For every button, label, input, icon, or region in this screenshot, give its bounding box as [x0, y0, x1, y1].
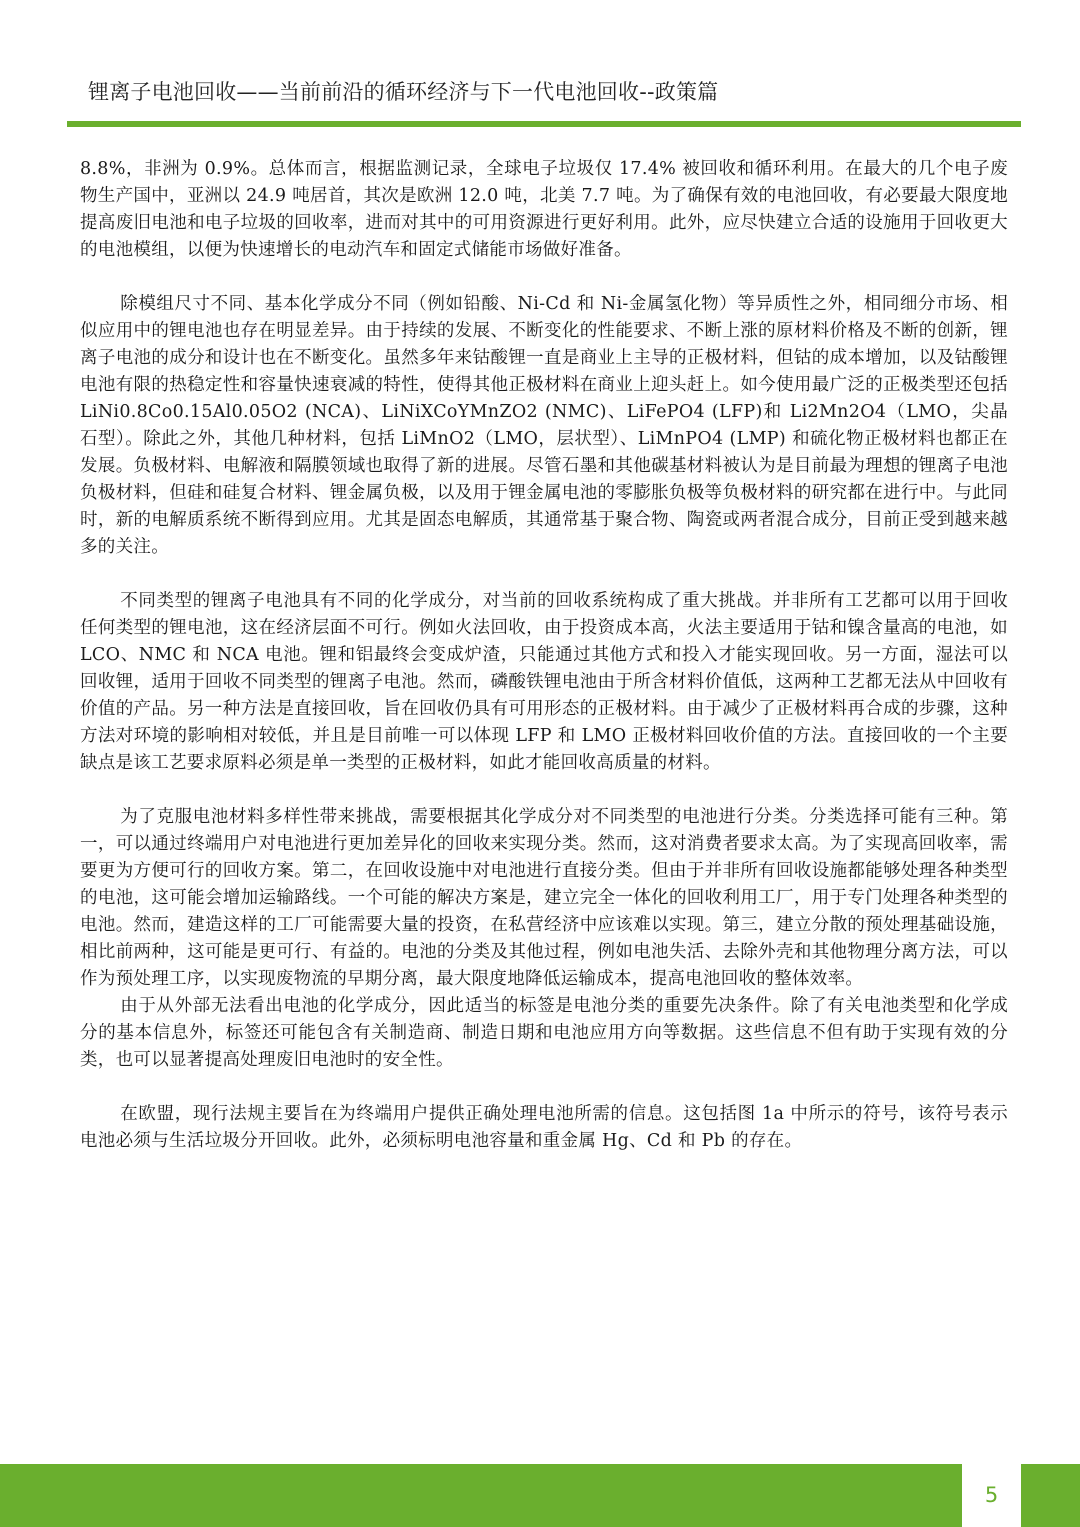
paragraph-labeling: 由于从外部无法看出电池的化学成分，因此适当的标签是电池分类的重要先决条件。除了有关电池类型和化学成分的基本信息外，标签还可能包含有关制造商、制造日期和电池应用方向等数据。这些信息不但有助于实现有效的分类，也可以显著提高处理废旧电池时的安全性。: [80, 996, 1008, 1070]
paragraph-ewaste-stats: 8.8%，非洲为 0.9%。总体而言，根据监测记录，全球电子垃圾仅 17.4% 被回收和循环利用。在最大的几个电子废物生产国中，亚洲以 24.9 吨居首，其次是欧洲 12.0 吨，北美 7.7 吨。为了确保有效的电池回收，有必要最大限度地提高废旧电池和电子垃圾的回收率，进而对其中的可用资源进行更好利用。此外，应尽快建立合适的设施用于回收更大的电池模组，以便为快速增长的电动汽车和固定式储能市场做好准备。: [80, 159, 1008, 260]
paragraph-battery-chemistry: 除模组尺寸不同、基本化学成分不同（例如铅酸、Ni-Cd 和 Ni-金属氢化物）等异质性之外，相同细分市场、相似应用中的锂电池也存在明显差异。由于持续的发展、不断变化的性能要求、不断上涨的原材料价格及不断的创新，锂离子电池的成分和设计也在不断变化。虽然多年来钴酸锂一直是商业上主导的正极材料，但钴的成本增加，以及钴酸锂电池有限的热稳定性和容量快速衰减的特性，使得其他正极材料在商业上迎头赶上。如今使用最广泛的正极类型还包括 LiNi0.8Co0.15Al0.05O2 (NCA)、LiNiXCoYMnZO2 (NMC)、LiFePO4 (LFP)和 Li2Mn2O4（LMO，尖晶石型）。除此之外，其他几种材料，包括 LiMnO2（LMO，层状型）、LiMnPO4 (LMP) 和硫化物正极材料也都正在发展。负极材料、电解液和隔膜领域也取得了新的进展。尽管石墨和其他碳基材料被认为是目前最为理想的锂离子电池负极材料，但硅和硅复合材料、锂金属负极，以及用于锂金属电池的零膨胀负极等负极材料的研究都在进行中。与此同时，新的电解质系统不断得到应用。尤其是固态电解质，其通常基于聚合物、陶瓷或两者混合成分，目前正受到越来越多的关注。: [80, 294, 1008, 557]
footer-bar-right: [1021, 1464, 1080, 1527]
page-number: 5: [984, 1483, 999, 1507]
paragraph-sorting-options: 为了克服电池材料多样性带来挑战，需要根据其化学成分对不同类型的电池进行分类。分类选择可能有三种。第一，可以通过终端用户对电池进行更加差异化的回收来实现分类。然而，这对消费者要求太高。为了实现高回收率，需要更为方便可行的回收方案。第二，在回收设施中对电池进行直接分类。但由于并非所有回收设施都能够处理各种类型的电池，这可能会增加运输路线。一个可能的解决方案是，建立完全一体化的回收利用工厂，用于专门处理各种类型的电池。然而，建造这样的工厂可能需要大量的投资，在私营经济中应该难以实现。第三，建立分散的预处理基础设施，相比前两种，这可能是更可行、有益的。电池的分类及其他过程，例如电池失活、去除外壳和其他物理分离方法，可以作为预处理工序，以实现废物流的早期分离，最大限度地降低运输成本，提高电池回收的整体效率。: [80, 807, 1008, 989]
header-divider: [67, 121, 1021, 127]
document-body: [80, 156, 1008, 1155]
footer-bar-left: [0, 1464, 962, 1527]
page-header-title: 锂离子电池回收——当前前沿的循环经济与下一代电池回收--政策篇: [88, 80, 719, 104]
paragraph-eu-regulation: 在欧盟，现行法规主要旨在为终端用户提供正确处理电池所需的信息。这包括图 1a 中所示的符号，该符号表示电池必须与生活垃圾分开回收。此外，必须标明电池容量和重金属 Hg、Cd 和 Pb 的存在。: [80, 1104, 1008, 1151]
paragraph-recycling-challenges: 不同类型的锂离子电池具有不同的化学成分，对当前的回收系统构成了重大挑战。并非所有工艺都可以用于回收任何类型的锂电池，这在经济层面不可行。例如火法回收，由于投资成本高，火法主要适用于钴和镍含量高的电池，如 LCO、NMC 和 NCA 电池。锂和铝最终会变成炉渣，只能通过其他方式和投入才能实现回收。另一方面，湿法可以回收锂，适用于回收不同类型的锂离子电池。然而，磷酸铁锂电池由于所含材料价值低，这两种工艺都无法从中回收有价值的产品。另一种方法是直接回收，旨在回收仍具有可用形态的正极材料。由于减少了正极材料再合成的步骤，这种方法对环境的影响相对较低，并且是目前唯一可以体现 LFP 和 LMO 正极材料回收价值的方法。直接回收的一个主要缺点是该工艺要求原料必须是单一类型的正极材料，如此才能回收高质量的材料。: [80, 591, 1008, 773]
